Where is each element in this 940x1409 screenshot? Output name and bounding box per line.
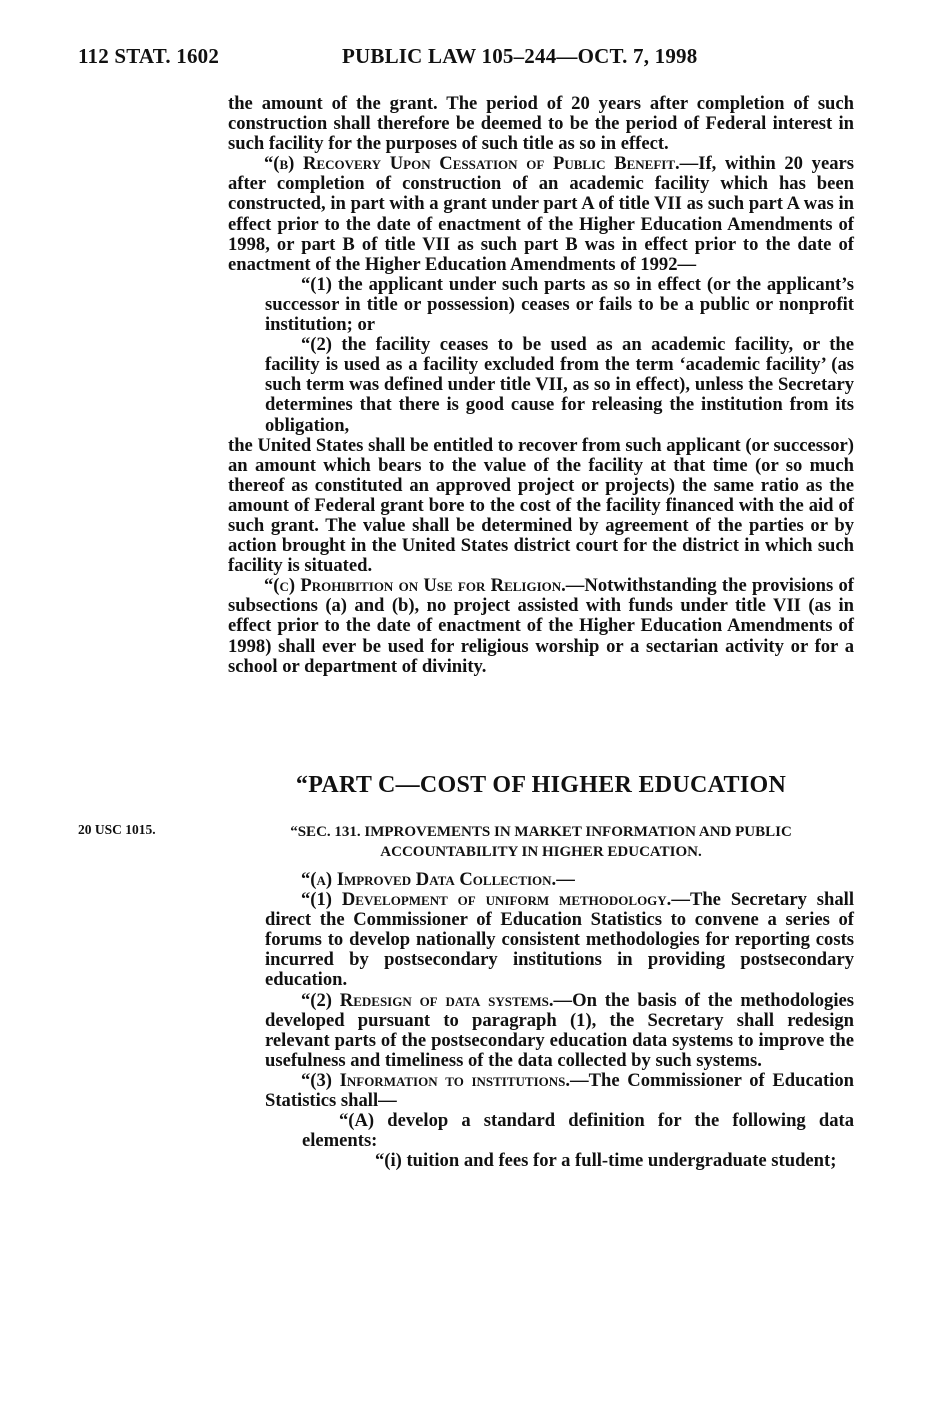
law-reference: PUBLIC LAW 105–244—OCT. 7, 1998 [342,44,698,68]
subsection-c-text: —Notwithstanding the provisions of subsections (a) and (b), no project assisted with funds under title VII (as in effect prior to the date of enactment of the Higher Education Amendments of 1998) shall ever be used for religious worship or a sectarian activity or for a school or department of divinity. [228,575,854,677]
clause-i: “(i) tuition and fees for a full-time undergraduate student; [375,1150,837,1172]
paragraph-a2 [265,991,854,1071]
subsection-b-heading: “(b) Recovery Upon Cessation of Public Benefit. [264,153,680,175]
subsection-a: “(a) Improved Data Collection.— [301,869,575,890]
paragraph-1: “(1) the applicant under such parts as so in effect (or the applicant’s successor in title or possession) ceases or fails to be a public or nonprofit institution; or [265,273,854,336]
paragraph-a1-heading: “(1) Development of uniform methodology. [301,889,672,911]
subsection-b-text: —If, within 20 years after completion of construction of an academic facility which has been constructed, in part with a grant under part A of title VII as such part A was in effect prior to the date of enactment of the Higher Education Amendments of 1998, or part B of title VII as such part B was in effect prior to the date of enactment of the Higher Education Amendments of 1992— [228,153,854,275]
section-heading-line1: “SEC. 131. IMPROVEMENTS IN MARKET INFORMATION AND PUBLIC [290,824,792,840]
paragraph-2: “(2) the facility ceases to be used as an academic facility, or the facility is used as a facility excluded from the term ‘academic facility’ (as such term was defined under title VII, as so in effect), unless the Secretary determines that there is good cause for releasing the institution from its obligation, [265,334,854,436]
paragraph-a1 [265,890,854,990]
paragraph-a3-text: —The Commissioner of Education Statistics shall— [265,1069,854,1112]
paragraph-continuation: the amount of the grant. The period of 20 years after completion of such construction shall therefore be deemed to be the period of Federal interest in such facility for the purposes of such title as so in effect. [228,93,854,155]
flush-continuation: the United States shall be entitled to recover from such applicant (or successor) an amount which bears to the value of the facility at that time (or so much thereof as constituted an approved project or projects) the same ratio as the amount of Federal grant bore to the cost of the facility financed with the aid of such grant. The value shall be determined by agreement of the parties or by action brought in the United States district court for the district in which such facility is situated. [228,434,854,577]
subsection-c [228,576,854,676]
section-heading-line2: ACCOUNTABILITY IN HIGHER EDUCATION. [380,844,702,860]
section-heading [228,822,854,862]
part-heading: “PART C—COST OF HIGHER EDUCATION [295,772,787,798]
subparagraph-A: “(A) develop a standard definition for the following data elements: [302,1110,854,1152]
paragraph-a3 [265,1071,854,1111]
paragraph-a2-heading: “(2) Redesign of data systems. [301,989,554,1011]
page-reference: 112 STAT. 1602 [78,44,220,68]
margin-citation: 20 USC 1015. [78,822,156,837]
paragraph-a3-heading: “(3) Information to institutions. [301,1069,571,1091]
subsection-b [228,154,854,275]
subsection-c-heading: “(c) Prohibition on Use for Religion. [264,575,566,597]
subsection-a-heading: “(a) Improved Data Collection. [301,869,557,890]
body-block-upper [228,94,854,677]
paragraph-a1-text: —The Secretary shall direct the Commissioner of Education Statistics to convene a series of forums to develop nationally consistent methodologies for reporting costs incurred by postsecondary institutions in providing postsecondary education. [265,889,854,991]
paragraph-a2-text: —On the basis of the methodologies developed pursuant to paragraph (1), the Secretary shall redesign relevant parts of the postsecondary education data systems to improve the usefulness and timeliness of the data collected by such systems. [265,989,854,1071]
body-block-lower [228,870,854,1171]
